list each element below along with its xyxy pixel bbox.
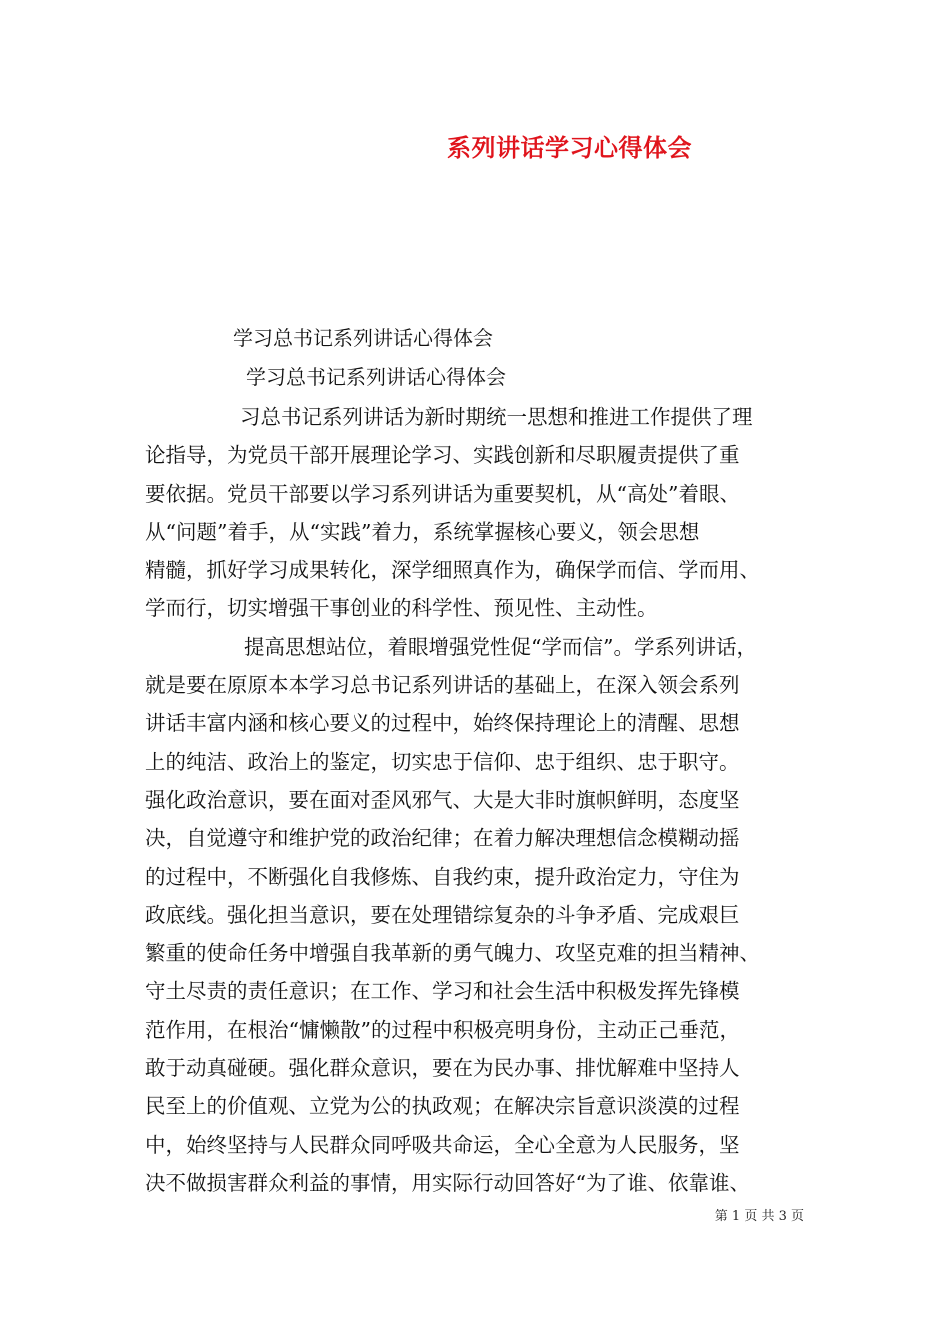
subheading-1: 学习总书记系列讲话心得体会 [233,326,493,350]
body-line: 范作用，在根治“慵懒散”的过程中积极亮明身份，主动正己垂范， [145,1017,740,1042]
body-line: 精髓，抓好学习成果转化，深学细照真作为，确保学而信、学而用、 [145,558,760,583]
body-line: 要依据。党员干部要以学习系列讲话为重要契机，从“高处”着眼、 [145,481,740,506]
document-body [145,398,815,1202]
subheading-2: 学习总书记系列讲话心得体会 [246,365,506,389]
body-line: 提高思想站位，着眼增强党性促“学而信”。学系列讲话， [244,634,757,659]
document-title: 系列讲话学习心得体会 [447,133,692,162]
body-line: 习总书记系列讲话为新时期统一思想和推进工作提供了理 [240,405,753,429]
body-line: 的过程中，不断强化自我修炼、自我约束，提升政治定力，守住为 [145,864,740,889]
body-line: 学而行，切实增强干事创业的科学性、预见性、主动性。 [145,596,658,621]
page-number: 第 1 页 共 3 页 [714,1209,804,1224]
body-line: 就是要在原原本本学习总书记系列讲话的基础上，在深入领会系列 [145,673,740,698]
body-line: 从“问题”着手，从“实践”着力，系统掌握核心要义，领会思想 [145,519,700,544]
body-line: 政底线。强化担当意识，要在处理错综复杂的斗争矛盾、完成艰巨 [145,902,740,927]
body-line: 繁重的使命任务中增强自我革新的勇气魄力、攻坚克难的担当精神、 [145,941,760,966]
body-line: 讲话丰富内涵和核心要义的过程中，始终保持理论上的清醒、思想 [145,711,740,736]
body-line: 上的纯洁、政治上的鉴定，切实忠于信仰、忠于组织、忠于职守。 [145,749,740,774]
body-line: 决不做损害群众利益的事情，用实际行动回答好“为了谁、依靠谁、 [145,1170,750,1195]
body-line: 敢于动真碰硬。强化群众意识，要在为民办事、排忧解难中坚持人 [145,1056,740,1081]
body-line: 强化政治意识，要在面对歪风邪气、大是大非时旗帜鲜明，态度坚 [145,787,740,812]
body-line: 决，自觉遵守和维护党的政治纪律；在着力解决理想信念模糊动摇 [145,826,740,851]
body-line: 论指导，为党员干部开展理论学习、实践创新和尽职履责提供了重 [145,443,740,468]
body-line: 中，始终坚持与人民群众同呼吸共命运，全心全意为人民服务，坚 [145,1132,740,1157]
body-line: 守土尽责的责任意识；在工作、学习和社会生活中积极发挥先锋模 [145,979,740,1004]
body-line: 民至上的价值观、立党为公的执政观；在解决宗旨意识淡漠的过程 [145,1094,740,1119]
